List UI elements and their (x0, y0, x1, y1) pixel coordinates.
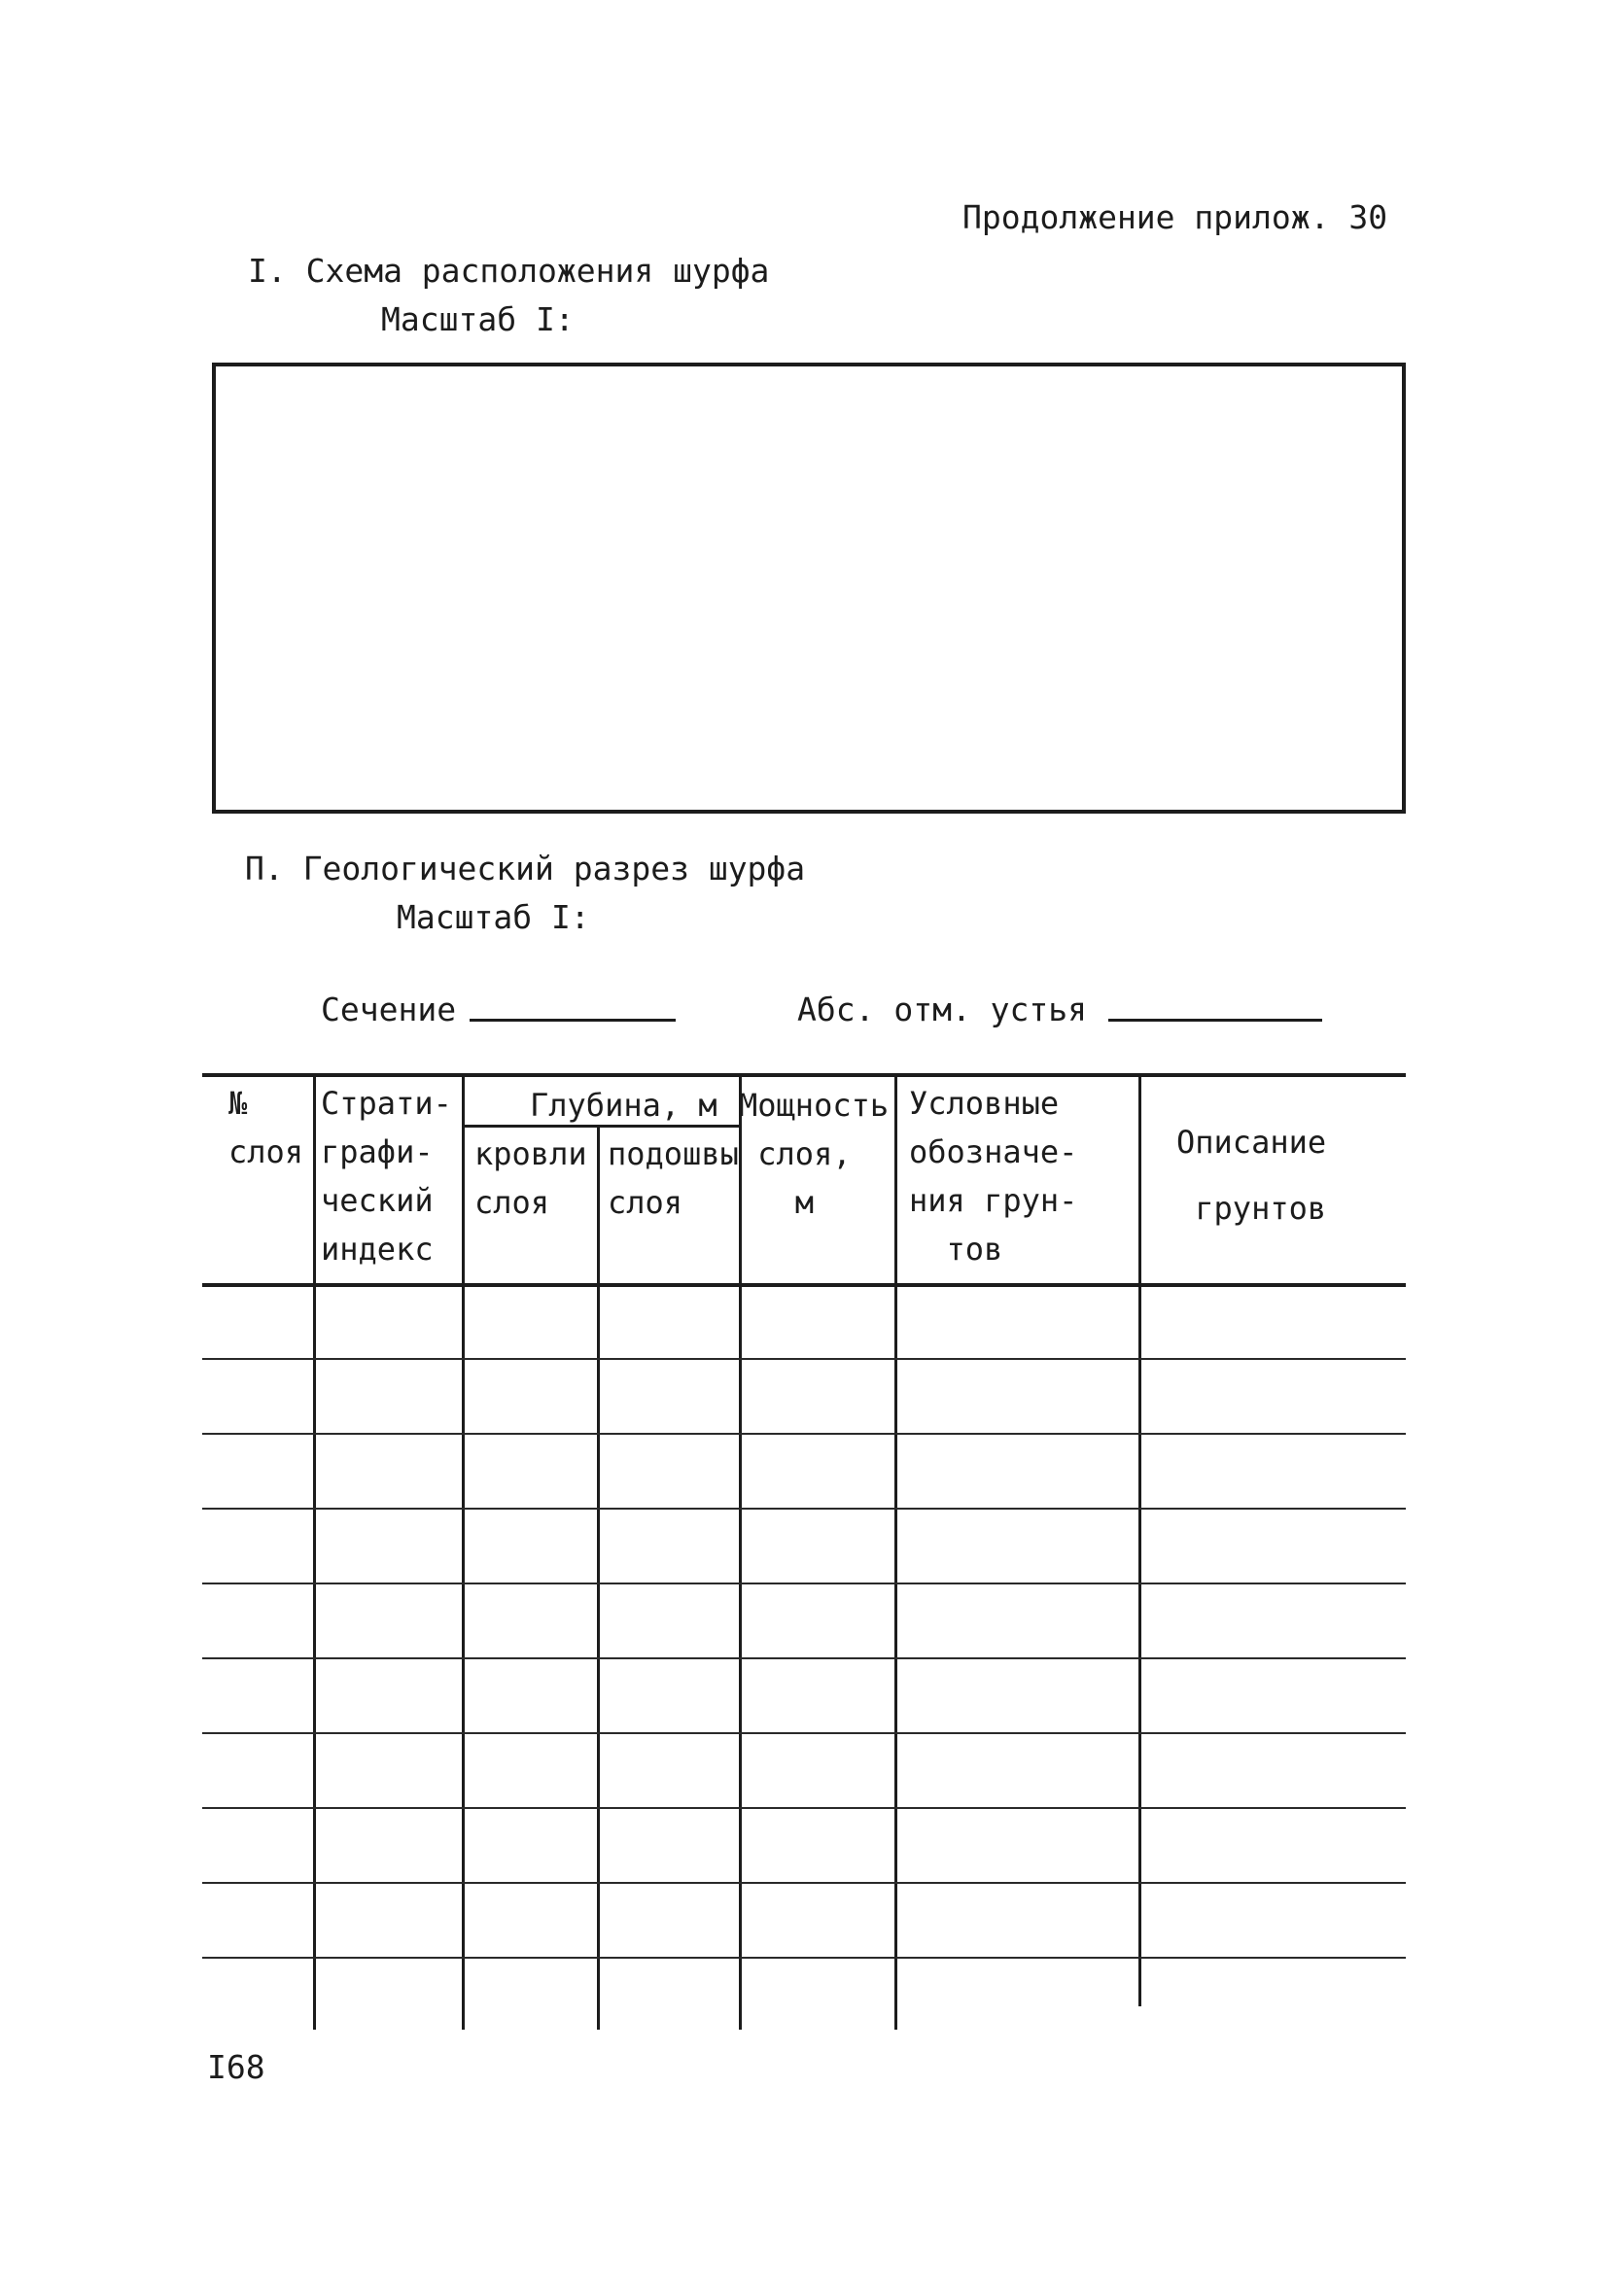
col-layer-number: № слоя (228, 1085, 304, 1170)
col-depth-top: кровли слоя (474, 1135, 587, 1221)
col-layer-thickness: Мощность слоя, м (739, 1087, 890, 1221)
table-row-rule (202, 1957, 1406, 1959)
col-soil-description: Описание грунтов (1176, 1124, 1327, 1227)
col-divider (1138, 1073, 1141, 2006)
col-divider (313, 1073, 316, 2030)
col-depth-group: Глубина, м (530, 1087, 717, 1124)
section-2-title: П. Геологический разрез шурфа (245, 850, 806, 887)
table-row-rule (202, 1882, 1406, 1884)
continuation-note: Продолжение прилож. 30 (962, 198, 1388, 236)
section-1-scale: Масштаб I: (381, 300, 575, 338)
col-depth-bottom: подошвы слоя (608, 1135, 739, 1221)
table-row-rule (202, 1732, 1406, 1734)
col-divider (597, 1125, 600, 2030)
table-top-rule (202, 1073, 1406, 1077)
table-row-rule (202, 1508, 1406, 1510)
table-header-rule (202, 1283, 1406, 1287)
table-row-rule (202, 1583, 1406, 1584)
section-2-scale: Масштаб I: (397, 898, 590, 936)
col-soil-symbols: Условные обозначе- ния грун- тов (909, 1085, 1078, 1268)
section-1-title: I. Схема расположения шурфа (248, 252, 770, 290)
col-stratigraphic-index: Страти- графи- ческий индекс (321, 1085, 452, 1268)
table-row-rule (202, 1358, 1406, 1360)
col-divider (739, 1073, 742, 2030)
page-number: I68 (207, 2048, 265, 2086)
col-divider (462, 1073, 465, 2030)
depth-group-rule (465, 1125, 739, 1128)
section-cut-label: Сечение (321, 991, 457, 1028)
table-row-rule (202, 1657, 1406, 1659)
table-row-rule (202, 1433, 1406, 1435)
wellhead-elevation-label: Абс. отм. устья (797, 991, 1088, 1028)
table-row-rule (202, 1807, 1406, 1809)
col-divider (894, 1073, 897, 2030)
